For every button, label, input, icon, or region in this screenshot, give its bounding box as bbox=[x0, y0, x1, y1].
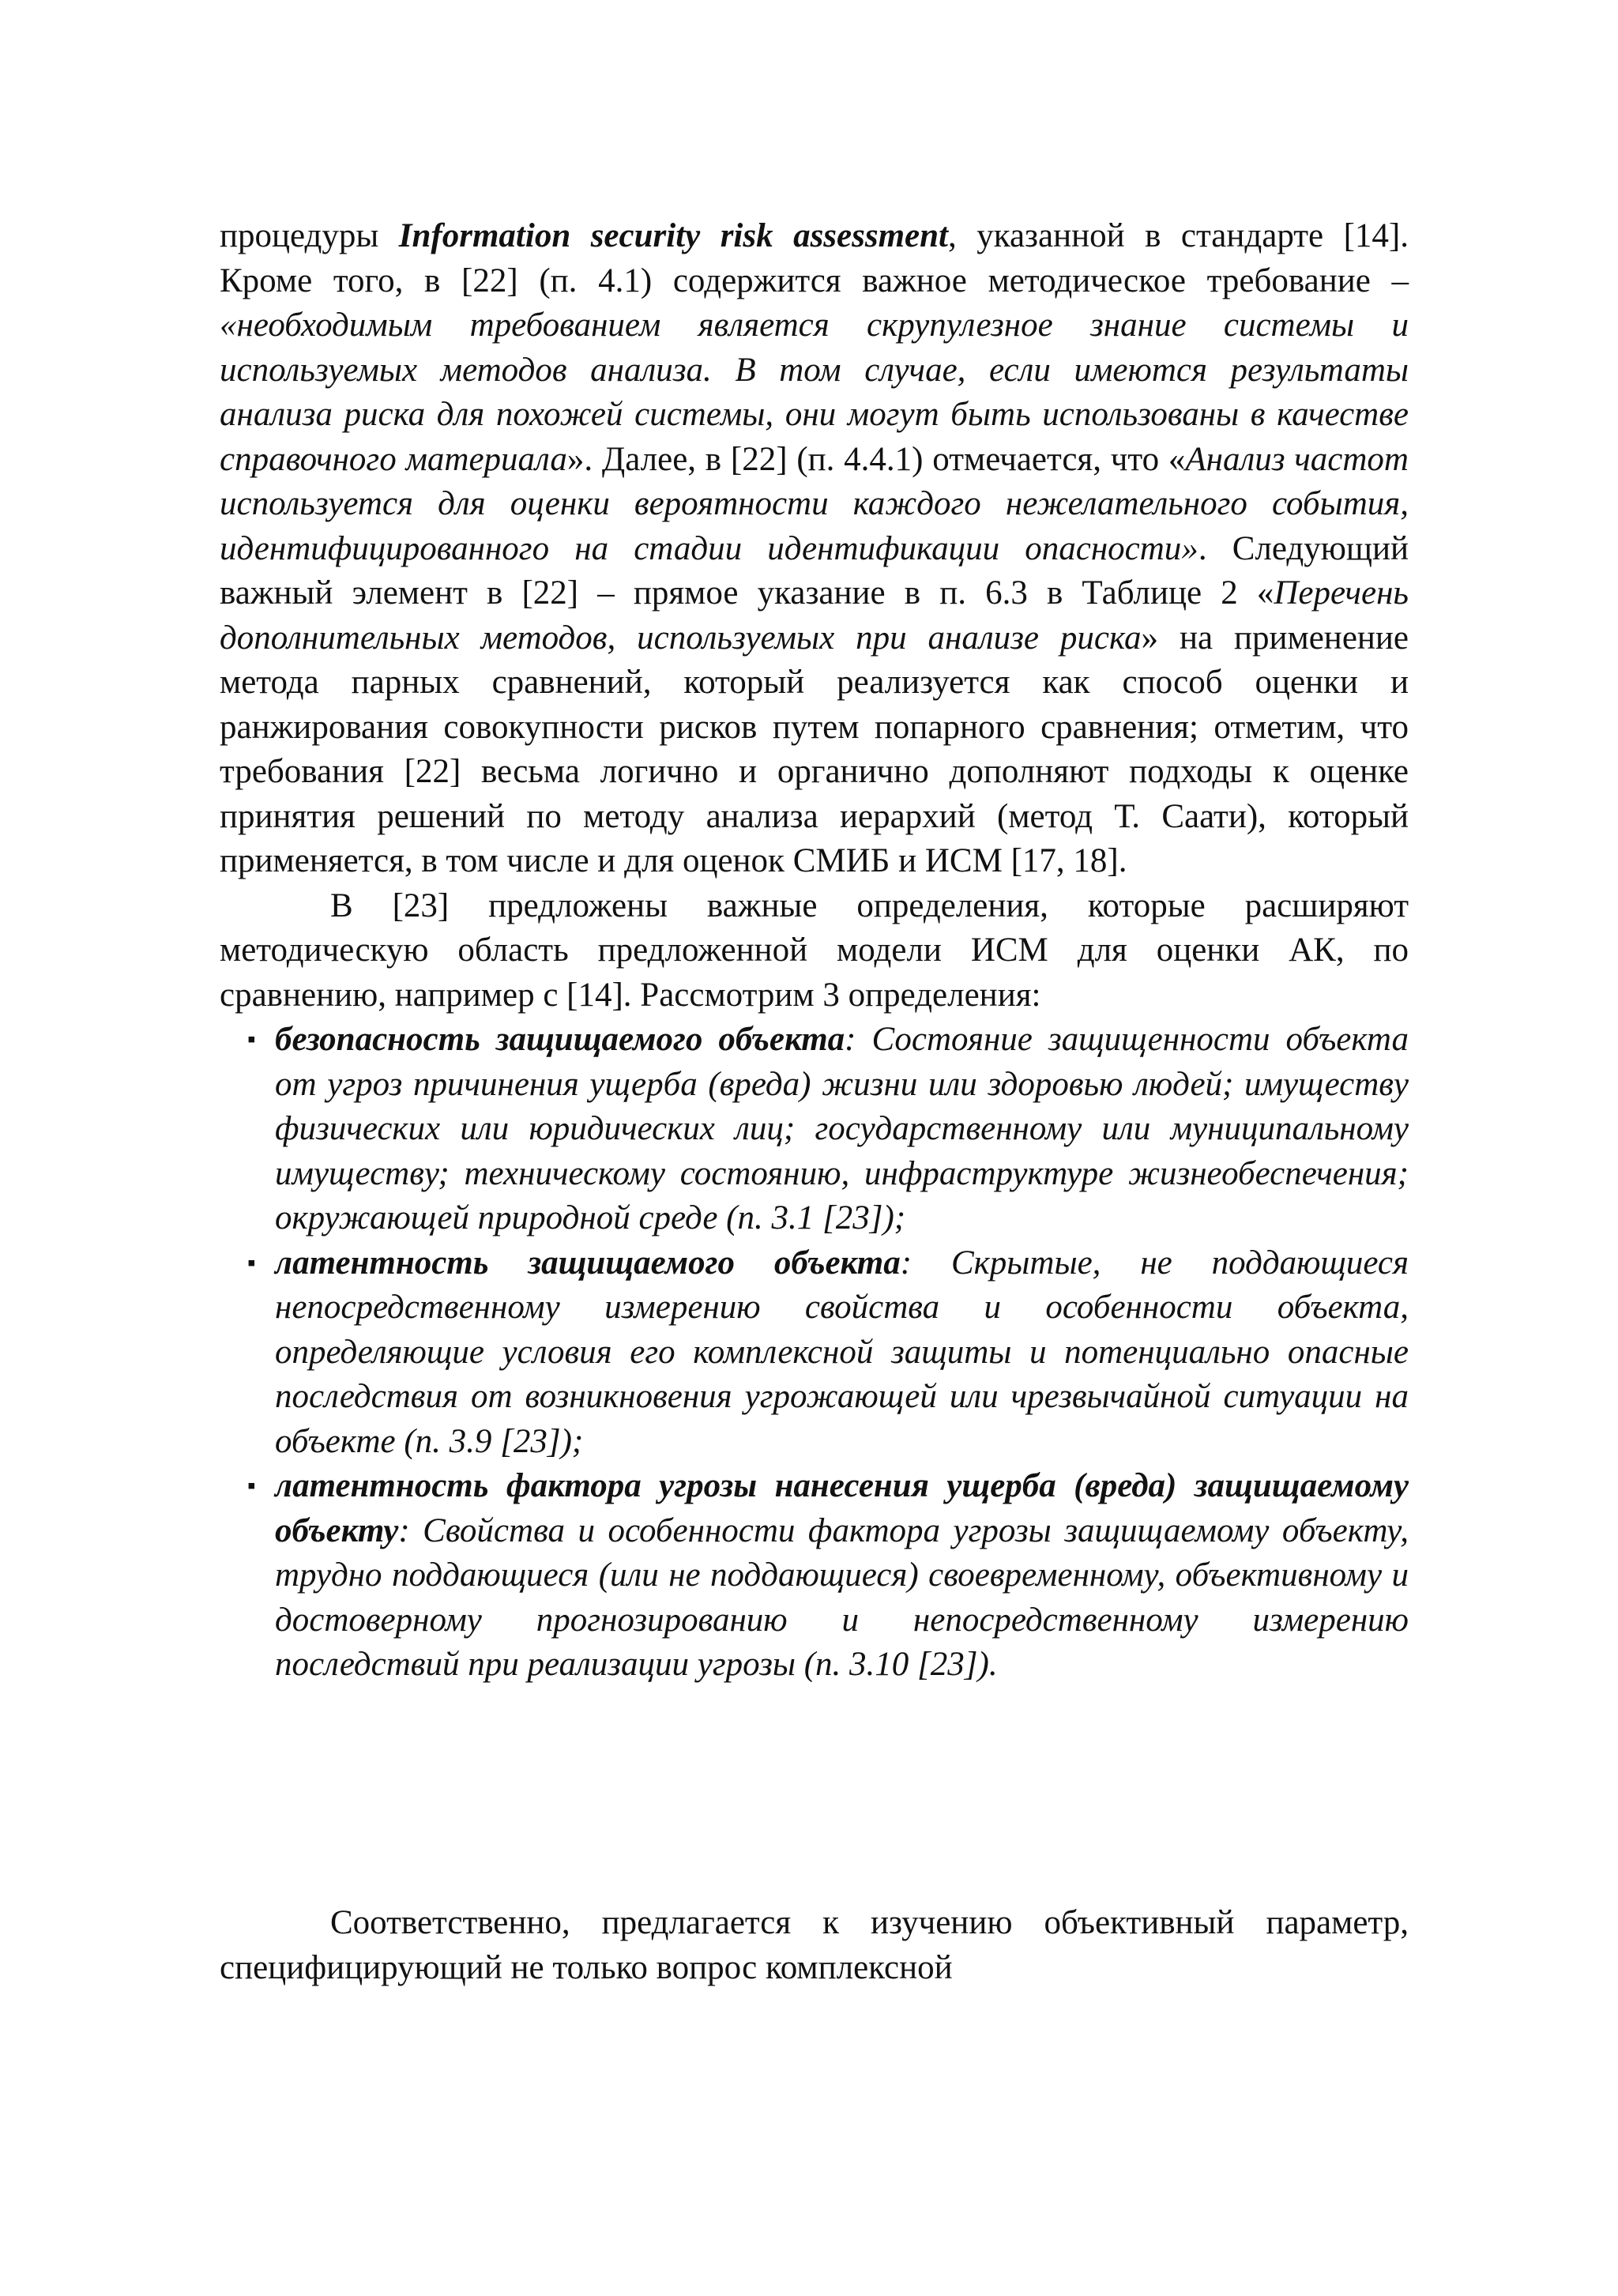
bullet-icon: ▪ bbox=[247, 1249, 256, 1276]
quote-methods-list: Перечень дополнительных методов, используемых при анализе риска bbox=[220, 574, 1409, 657]
definition-text: : Свойства и особенности фактора угрозы защищаемому объекту, трудно поддающиеся (или не поддающиеся) своевременному, объективному и достоверному прогнозированию и непосредственному измерению последствий при реализации угрозы (п. 3.10 [23]). bbox=[275, 1511, 1409, 1683]
definitions-list bbox=[220, 1018, 1409, 1688]
definition-term: безопасность защищаемого объекта bbox=[275, 1021, 845, 1058]
standard-title: Information security risk assessment bbox=[398, 217, 948, 254]
paragraph-3: Соответственно, предлагается к изучению объективный параметр, специфицирующий не только вопрос комплексной bbox=[220, 1904, 1409, 1986]
bullet-icon: ▪ bbox=[247, 1026, 256, 1052]
paragraph-1-text-d: . Следующий важный элемент в [22] – прямое указание в п. 6.3 в Таблице 2 « bbox=[220, 529, 1409, 612]
closing-text-block bbox=[220, 1901, 1409, 1990]
paragraph-1-text-b: , указанной в стандарте [14]. Кроме того, в [22] (п. 4.1) содержится важное методическое требование – bbox=[220, 217, 1409, 299]
definition-term: латентность фактора угрозы нанесения ущерба (вреда) защищаемому объекту bbox=[275, 1467, 1409, 1549]
paragraph-1-text-a: процедуры bbox=[220, 217, 399, 254]
paragraph-1-text-c: ». Далее, в [22] (п. 4.4.1) отмечается, что « bbox=[566, 440, 1186, 478]
main-text-block bbox=[220, 214, 1409, 1688]
quote-requirement: «необходимым требованием является скрупулезное знание системы и используемых методов анализа. В том случае, если имеются результаты анализа риска для похожей системы, они могут быть использованы в качестве справочного материала bbox=[220, 307, 1409, 478]
bullet-icon: ▪ bbox=[247, 1473, 256, 1499]
paragraph-2: В [23] предложены важные определения, которые расширяют методическую область предложенной модели ИСМ для оценки АК, по сравнению, например с [14]. Рассмотрим 3 определения: bbox=[220, 886, 1409, 1014]
definition-term: латентность защищаемого объекта bbox=[275, 1244, 901, 1282]
paragraph-1 bbox=[220, 214, 1409, 884]
definition-text: : Скрытые, не поддающиеся непосредственному измерению свойства и особенности объекта, определяющие условия его комплексной защиты и потенциально опасные последствия от возникновения угрожающей или чрезвычайной ситуации на объекте (п. 3.9 [23]); bbox=[275, 1244, 1409, 1460]
definition-item bbox=[247, 1241, 1409, 1465]
definition-text: : Состояние защищенности объекта от угроз причинения ущерба (вреда) жизни или здоровью людей; имуществу физических или юридических лиц; государственному или муниципальному имуществу; техническому состоянию, инфраструктуре жизнеобеспечения; окружающей природной среде (п. 3.1 [23]); bbox=[275, 1021, 1409, 1236]
quote-frequency-analysis: Анализ частот используется для оценки вероятности каждого нежелательного события, идентифицированного на стадии идентификации опасности» bbox=[220, 440, 1409, 567]
definition-item bbox=[247, 1464, 1409, 1688]
paragraph-1-text-e: » на применение метода парных сравнений, который реализуется как способ оценки и ранжирования совокупности рисков путем попарного сравнения; отметим, что требования [22] весьма логично и органично дополняют подходы к оценке принятия решений по методу анализа иерархий (метод Т. Саати), который применяется, в том числе и для оценок СМИБ и ИСМ [17, 18]. bbox=[220, 619, 1409, 879]
definition-item bbox=[247, 1018, 1409, 1241]
